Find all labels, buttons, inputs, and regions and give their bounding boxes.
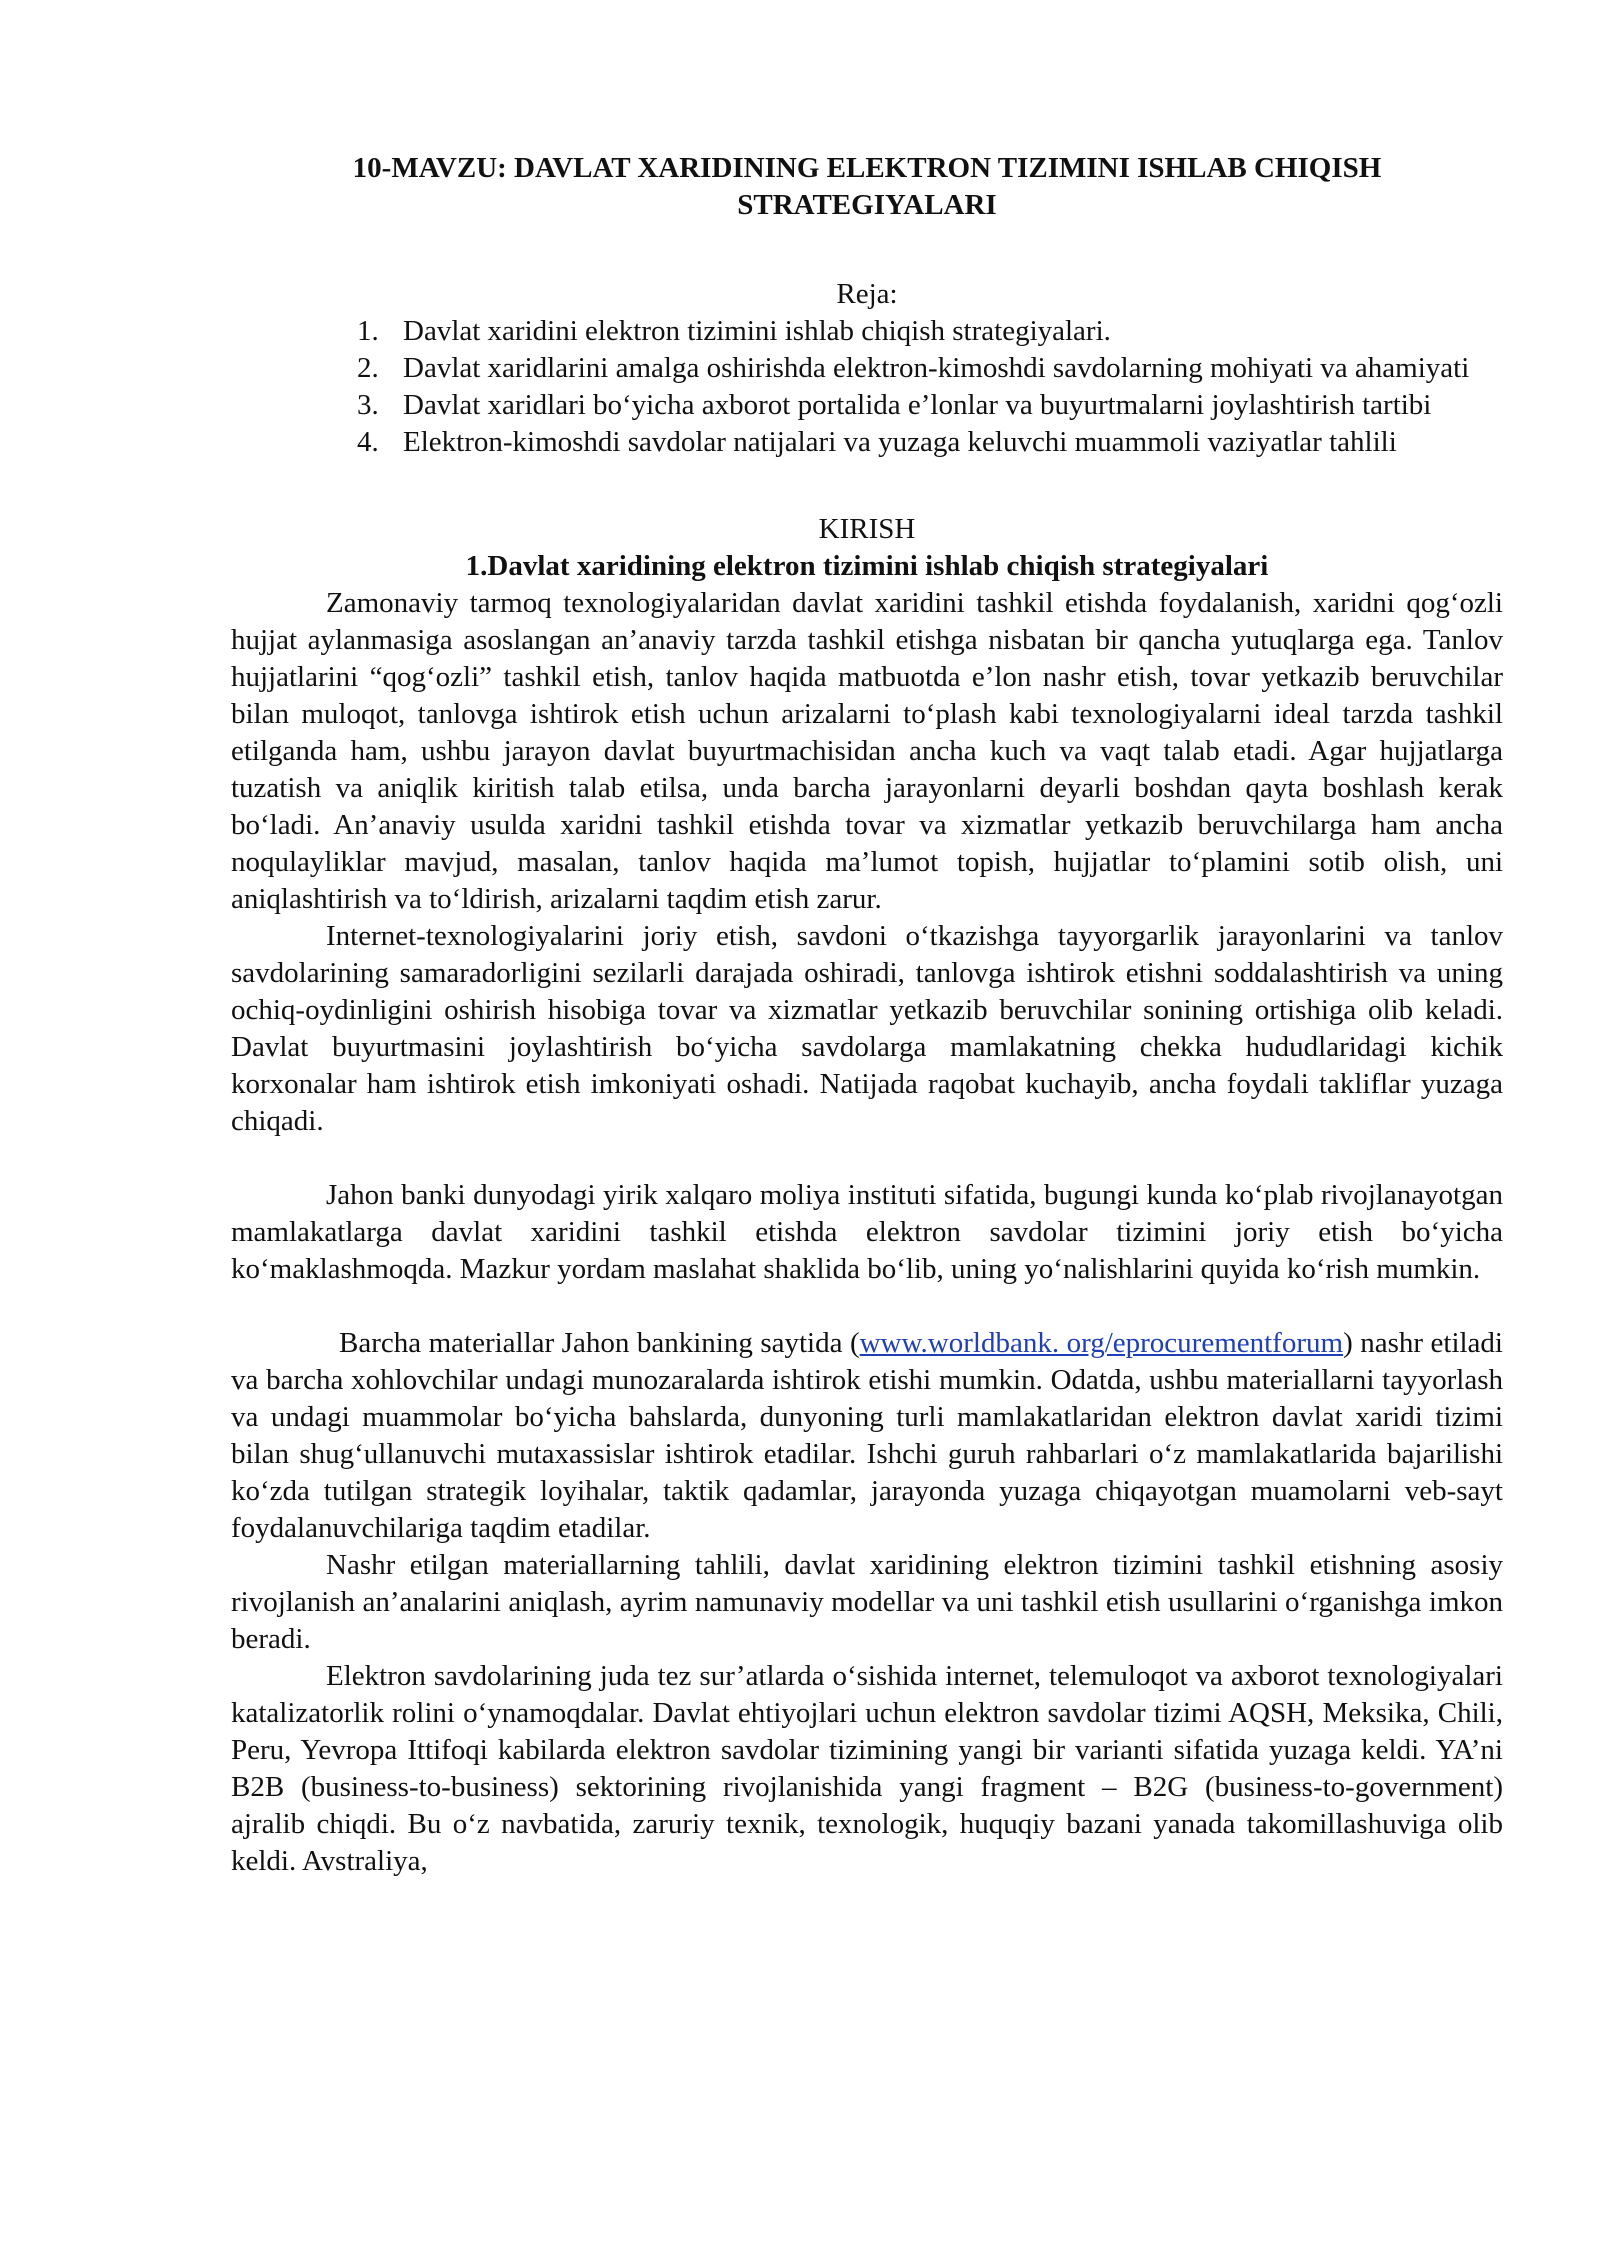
body-paragraph-3: Jahon banki dunyodagi yirik xalqaro moliya instituti sifatida, bugungi kunda ko‘plab rivojlanayotgan mamlakatlarga davlat xaridini tashkil etishda elektron savdolar tizimini joriy etish bo‘yicha ko‘maklashmoqda. Mazkur yordam maslahat shaklida bo‘lib, uning yo‘nalishlarini quyida ko‘rish mumkin. (231, 1179, 1503, 1285)
paragraph-4-lead: Barcha materiallar Jahon bankining saytida ( (339, 1327, 860, 1359)
plan-item (357, 350, 1503, 387)
body-paragraph-5: Nashr etilgan materiallarning tahlili, davlat xaridining elektron tizimini tashkil etishning asosiy rivojlanish an’analarini aniqlash, ayrim namunaviy modellar va uni tashkil etish usullarini o‘rganishga imkon beradi. (231, 1549, 1503, 1655)
body-paragraph-6: Elektron savdolarining juda tez sur’atlarda o‘sishida internet, telemuloqot va axborot texnologiyalari katalizatorlik rolini o‘ynamoqdalar. Davlat ehtiyojlari uchun elektron savdolar tizimi AQSH, Meksika, Chili, Peru, Yevropa Ittifoqi kabilarda elektron savdolar tizimining yangi bir varianti sifatida yuzaga keldi. YA’ni B2B (business-to-business) sektorining rivojlanishida yangi fragment – B2G (business-to-government) ajralib chiqdi. Bu o‘z navbatida, zaruriy texnik, texnologik, huquqiy bazani yanada takomillashuviga olib keldi. Avstraliya, (231, 1660, 1503, 1877)
plan-item-number: 1. (357, 315, 379, 347)
plan-item-number: 2. (357, 352, 379, 384)
intro-heading: KIRISH (818, 513, 916, 545)
plan-item-text: Davlat xaridini elektron tizimini ishlab chiqish strategiyalari. (403, 315, 1111, 347)
worldbank-link[interactable]: www.worldbank. org/eprocurementforum (859, 1327, 1344, 1359)
plan-label: Reja: (836, 278, 898, 310)
plan-list (231, 313, 1503, 461)
plan-item (357, 424, 1503, 461)
body-paragraph-4 (231, 1325, 1503, 1547)
plan-item-text: Davlat xaridlari bo‘yicha axborot portalida e’lonlar va buyurtmalarni joylashtirish tartibi (403, 389, 1432, 421)
body-paragraph-1: Zamonaviy tarmoq texnologiyalaridan davlat xaridini tashkil etishda foydalanish, xaridni qog‘ozli hujjat aylanmasiga asoslangan an’anaviy tarzda tashkil etishga nisbatan bir qancha yutuqlarga ega. Tanlov hujjatlarini “qog‘ozli” tashkil etish, tanlov haqida matbuotda e’lon nashr etish, tovar yetkazib beruvchilar bilan muloqot, tanlovga ishtirok etish uchun arizalarni to‘plash kabi texnologiyalarni ideal tarzda tashkil etilganda ham, ushbu jarayon davlat buyurtmachisidan ancha kuch va vaqt talab etadi. Agar hujjatlarga tuzatish va aniqlik kiritish talab etilsa, unda barcha jarayonlarni deyarli boshdan qayta boshlash kerak bo‘ladi. An’anaviy usulda xaridni tashkil etishda tovar va xizmatlar yetkazib beruvchilarga ham ancha noqulayliklar mavjud, masalan, tanlov haqida ma’lumot topish, hujjatlar to‘plamini sotib olish, uni aniqlashtirish va to‘ldirish, arizalarni taqdim etish zarur. (231, 587, 1503, 915)
plan-item (357, 313, 1503, 350)
plan-item-number: 3. (357, 389, 379, 421)
plan-item-text: Davlat xaridlarini amalga oshirishda elektron-kimoshdi savdolarning mohiyati va ahamiyati (403, 352, 1470, 384)
section-subheading: 1.Davlat xaridining elektron tizimini ishlab chiqish strategiyalari (465, 550, 1269, 582)
plan-item-text: Elektron-kimoshdi savdolar natijalari va yuzaga keluvchi muammoli vaziyatlar tahlili (403, 426, 1397, 458)
plan-item (357, 387, 1503, 424)
page-title: 10-MAVZU: DAVLAT XARIDINING ELEKTRON TIZIMINI ISHLAB CHIQISH STRATEGIYALARI (352, 152, 1382, 221)
body-paragraph-2: Internet-texnologiyalarini joriy etish, savdoni o‘tkazishga tayyorgarlik jarayonlarini va tanlov savdolarining samaradorligini sezilarli darajada oshiradi, tanlovga ishtirok etishni soddalashtirish va uning ochiq-oydinligini oshirish hisobiga tovar va xizmatlar yetkazib beruvchilar sonining ortishiga olib keladi. Davlat buyurtmasini joylashtirish bo‘yicha savdolarga mamlakatning chekka hududlaridagi kichik korxonalar ham ishtirok etish imkoniyati oshadi. Natijada raqobat kuchayib, ancha foydali takliflar yuzaga chiqadi. (231, 920, 1503, 1137)
paragraph-4-rest: ) nashr etiladi va barcha xohlovchilar undagi munozaralarda ishtirok etishi mumkin. Odatda, ushbu materiallarni tayyorlash va undagi muammolar bo‘yicha bahslarda, dunyoning turli mamlakatlaridan elektron davlat xaridi tizimi bilan shug‘ullanuvchi mutaxassislar ishtirok etadilar. Ishchi guruh rahbarlari o‘z mamlakatlarida bajarilishi ko‘zda tutilgan strategik loyihalar, taktik qadamlar, jarayonda yuzaga chiqayotgan muamolarni veb-sayt foydalanuvchilariga taqdim etadilar. (231, 1327, 1503, 1544)
document-page (231, 150, 1503, 1880)
plan-item-number: 4. (357, 426, 379, 458)
